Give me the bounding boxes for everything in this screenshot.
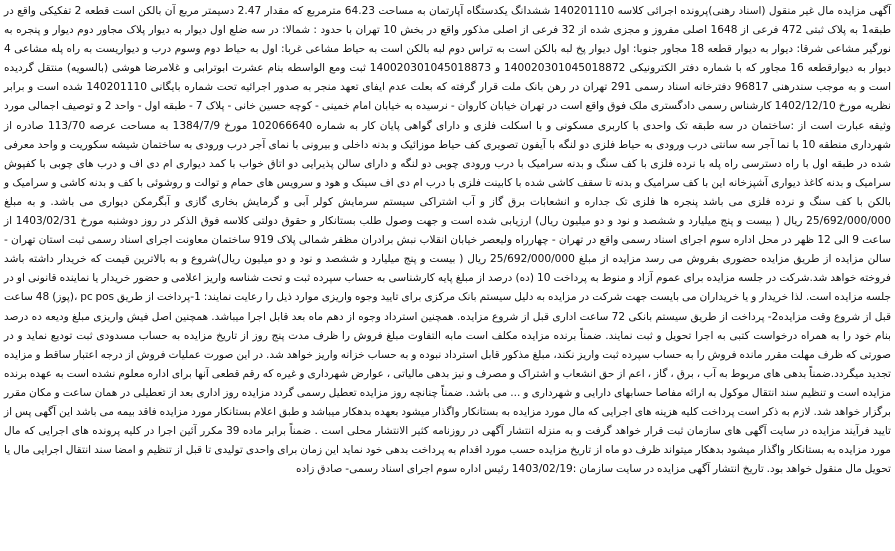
auction-notice-text: آگهی مزایده مال غیر منقول (اسناد رهنی)پرونده اجرائی کلاسه 140201110 ششدانگ یکدستگاه آپارتمان به مساحت 64.23 مترمربع که مقدار 2.47 دسیمتر مربع آن بالکن است قطعه 2 تفکیکی واقع در طبقه1 به پلاک ثبتی 472 فرعی از 1648 اصلی مفروز و مجزی شده از 32 فرعی از اصلی مذکور واقع در بخش 10 تهران با حدود : شمالا: در سه ضلع اول دیوار به دیوار پلاک مجاور دوم دیوار و پنجره به نورگیر مشاعی شرقا: دیوار به دیوار قطعه 18 مجاور جنوبا: اول دیوار پخ لبه بالکن است به تراس دوم لبه بالکن است به حیاط مشاعی غربا: اول به حیاط دوم وسوم درب و دیواریست به راه پله مشاعی 4 دیوار به دیوارقطعه 16 مجاور که با شماره دفتر الکترونیکی 140020301045018872 و 140020301045018873 ثبت ومع الواسطه بنام عشرت ابوترابی و غلامرضا هوشی (بالسویه) منتقل گردیده است و به موجب سندرهنی 96817 دفترخانه اسناد رسمی 291 تهران در رهن بانک ملت قرار گرفته که بعلت عدم ایفای تعهد منجر به صدور اجرائیه تحت شماره بایگانی 140201110 شده است و برابر نظریه مورخ 1402/12/10 کارشناس رسمی دادگستری ملک فوق واقع است در تهران خیابان کاروان - نرسیده به خیابان امام خمینی - کوچه حسین خانی - پلاک 7 - طبقه اول - واحد 2 و توصیف اجمالی مورد وثیقه عبارت است از :ساختمان در سه طبقه تک واحدی با کاربری مسکونی و با اسکلت فلزی و دارای گواهی پایان کار به شماره 102066640 مورخ 1384/7/9 به مساحت عرصه 113/70 صادره از شهرداری منطقه 10 با نما آجر سه سانتی درب ورودی به حیاط فلزی دو لنگه با آیفون تصویری کف حیاط موزائیک و بدنه داخلی و بیرونی با نمای آجر درب ورودی به ساختمان شیشه سکوریت و واحد معرفی شده در طبقه اول با راه دسترسی راه پله با نرده فلزی با کف سنگ و بدنه سرامیک با درب ورودی چوبی دو لنگه و دارای سالن پذیرایی دو اتاق خواب با کمد دیواری ام دی اف و درب های چوبی با کفپوش سرامیک و بدنه کاغذ دیواری آشپزخانه این با کف سرامیک و بدنه تا سقف کاشی شده با کابینت فلزی با درب ام دی اف سینک و هود و سرویس های حمام و توالت و روشوئی با کف و بدنه کاشی و سرامیک و بالکن با کف سنگ و نرده فلزی می باشد پنجره ها فلزی تک جداره و انشعابات برق گاز و آب اشتراکی سیستم سرمایش کولر آبی و گرمایش بخاری گازی و آبگرمکن دیواری می باشد. و به مبلغ 25/692/000/000 ریال ( بیست و پنج میلیارد و ششصد و نود و دو میلیون ریال) ارزیابی شده است و جهت وصول طلب بستانکار و حقوق دولتی کلاسه فوق الذکر در روز دوشنبه مورخ 1403/02/31 از ساعت 9 الی 12 ظهر در محل اداره سوم اجرای اسناد رسمی واقع در تهران - چهارراه ولیعصر خیابان انقلاب نبش برادران مظفر شمالی پلاک 919 ساختمان معاونت اجرای اسناد رسمی ثبت استان تهران - سالن مزایده از طریق مزایده حضوری بفروش می رسد مزایده از مبلغ 25/692/000/000 ریال ( بیست و پنج میلیارد و ششصد و نود و دو میلیون ریال)شروع و به بالاترین قیمت که خریدار داشته باشد فروخته خواهد شد.شرکت در جلسه مزایده برای عموم آزاد و منوط به پرداخت 10 (ده) درصد از مبلغ پایه کارشناسی به حساب سپرده ثبت و تحت شناسه واریز اعلامی و حضور خریدار یا نماینده قانونی او در جلسه مزایده است. لذا خریدار و یا خریداران می بایست جهت شرکت در مزایده به دلیل سیستم بانک مرکزی برای تایید وجوه واریزی موارد ذیل را رعایت نمایند: 1-پرداخت از طریق pc pos ،(پوز) 48 ساعت قبل از شروع وقت مزایده2- پرداخت از طریق سیستم بانکی 72 ساعت اداری قبل از شروع مزایده. همچنین استرداد وجوه از دهم ماه بعد قابل اجرا میباشد. همچنین اصل فیش واریزی مبلغ ودیعه ده درصد بنام خود را به همراه درخواست کتبی به اجرا تحویل و ثبت نمایند. ضمناً برنده مزایده مکلف است مابه التفاوت مبلغ فروش را ظرف مدت پنج روز از تاریخ مزایده به حساب مسدودی ثبت تودیع نماید و در صورتی که ظرف مهلت مقرر مانده فروش را به حساب سپرده ثبت واریز نکند، مبلغ مذکور قابل استرداد نبوده و به حساب خزانه واریز خواهد شد. در این صورت عملیات فروش از درجه اعتبار ساقط و مزایده تجدید میگردد.ضمناً بدهی های مربوط به آب ، برق ، گاز ، اعم از حق انشعاب و اشتراک و مصرف و نیز بدهی مالیاتی ، عوارض شهرداری و غیره که رقم قطعی آنها برای اداره معلوم نشده است به عهده برنده مزایده است و تنظیم سند انتقال موکول به ارائه مفاصا حسابهای دارایی و شهرداری و ... می باشد. ضمناً چنانچه روز مزایده تعطیل رسمی گردد مزایده روز اداری بعد از تعطیلی در همان ساعت و مکان مقرر برگزار خواهد شد. لازم به ذکر است پرداخت کلیه هزینه های اجرایی که مال مورد مزایده به بستانکار واگذار میشود بعهده بدهکار میباشد و طبق اعلام بستانکار مورد مزایده فاقد بیمه می باشد این آگهی پس از تایید فرآیند مزایده در سایت آگهی های سازمان ثبت قرار خواهد گرفت و به منزله انتشار آگهی در روزنامه کثیر الانتشار محلی است . ضمناً برابر ماده 39 مکرر آئین اجرا در کلیه پرونده های اجرایی که مال مورد مزایده به بستانکار واگذار میشود بدهکار میتواند ظرف دو ماه از تاریخ مزایده حسب مورد اقدام به پرداخت بدهی خود نماید این زمان برای واحدی تولیدی تا قبل از تنظیم و امضا سند انتقال اجرایی مال یا تحویل مال منقول خواهد بود. تاریخ انتشار آگهی مزایده در سایت سازمان :1403/02/19 رئیس اداره سوم اجرای اسناد رسمی- صادق زاده [4, 5, 892, 476]
